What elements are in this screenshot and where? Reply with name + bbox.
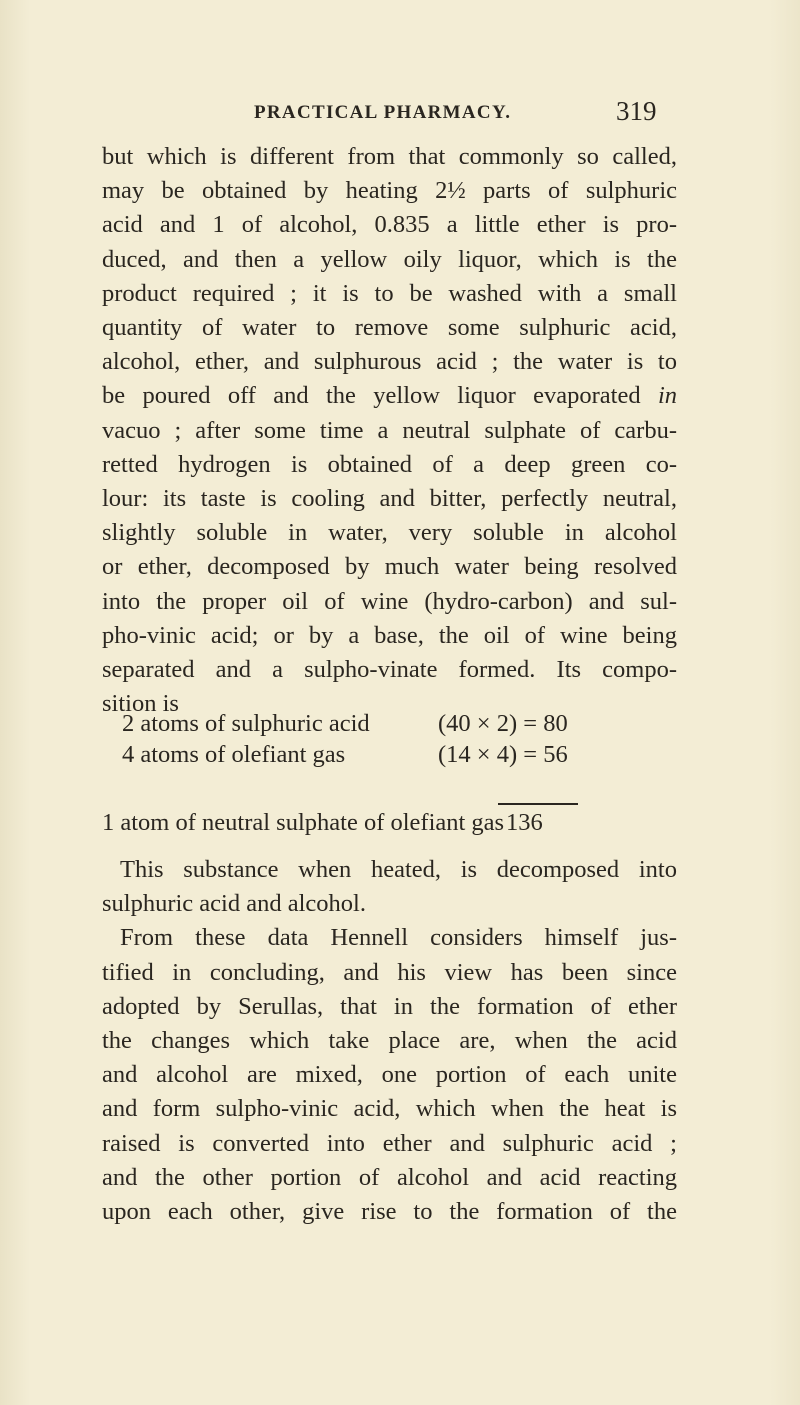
text-line: lour: its taste is cooling and bitter, perfectly neutral, [102,485,677,513]
page-header [0,94,800,134]
text-line: and form sulpho-vinic acid, which when the heat is [102,1095,677,1123]
paragraph-1 [102,140,677,721]
text-line: but which is different from that commonly so called, [102,143,677,170]
text-line: raised is converted into ether and sulphuric acid ; [102,1129,677,1157]
composition-row [122,710,682,741]
running-head: PRACTICAL PHARMACY. [254,102,512,123]
sum-rule [498,803,578,805]
text-line: upon each other, give rise to the formation of the [102,1198,677,1226]
composition-total-row [102,809,662,841]
row-calculation: (14 × 4) = 56 [438,741,568,768]
text-line: separated and a sulpho-vinate formed. Its compo- [102,656,677,684]
text-line: sition is [102,690,179,718]
text-line: and the other portion of alcohol and acid reacting [102,1163,677,1191]
composition-row [122,741,682,772]
paragraphs-2-3 [102,853,677,1229]
row-calculation: (40 × 2) = 80 [438,710,568,737]
text-line: may be obtained by heating 2½ parts of sulphuric [102,177,677,205]
text-line: This substance when heated, is decomposed into [120,856,677,883]
text-line: the changes which take place are, when the acid [102,1027,677,1055]
total-value: 136 [506,809,543,836]
row-description: 4 atoms of olefiant gas [122,741,346,768]
row-description: 2 atoms of sulphuric acid [122,710,370,737]
text-line [102,379,677,413]
text-line: acid and 1 of alcohol, 0.835 a little ether is pro- [102,211,677,239]
text-line: duced, and then a yellow oily liquor, which is the [102,245,677,273]
text-line: product required ; it is to be washed with a small [102,279,677,307]
text-line: and alcohol are mixed, one portion of each unite [102,1061,677,1089]
text-line: From these data Hennell considers himself jus- [120,924,677,952]
text-line: tified in concluding, and his view has been since [102,958,677,986]
text-segment: be poured off and the yellow liquor evaporated [102,382,641,410]
composition-table [122,710,682,772]
text-line: quantity of water to remove some sulphuric acid, [102,314,677,342]
text-line: vacuo ; after some time a neutral sulphate of carbu- [102,416,677,444]
text-line: into the proper oil of wine (hydro-carbon) and sul- [102,587,677,615]
italic-word: in [657,382,677,410]
total-description: 1 atom of neutral sulphate of olefiant gas [102,809,505,836]
text-line: retted hydrogen is obtained of a deep green co- [102,450,677,478]
text-line: sulphuric acid and alcohol. [102,890,366,918]
text-line: or ether, decomposed by much water being resolved [102,553,677,581]
text-line: adopted by Serullas, that in the formation of ether [102,992,677,1020]
page-number: 319 [616,96,657,126]
text-line: alcohol, ether, and sulphurous acid ; the water is to [102,348,677,376]
text-line: pho-vinic acid; or by a base, the oil of wine being [102,621,677,649]
text-line: slightly soluble in water, very soluble in alcohol [102,519,677,547]
